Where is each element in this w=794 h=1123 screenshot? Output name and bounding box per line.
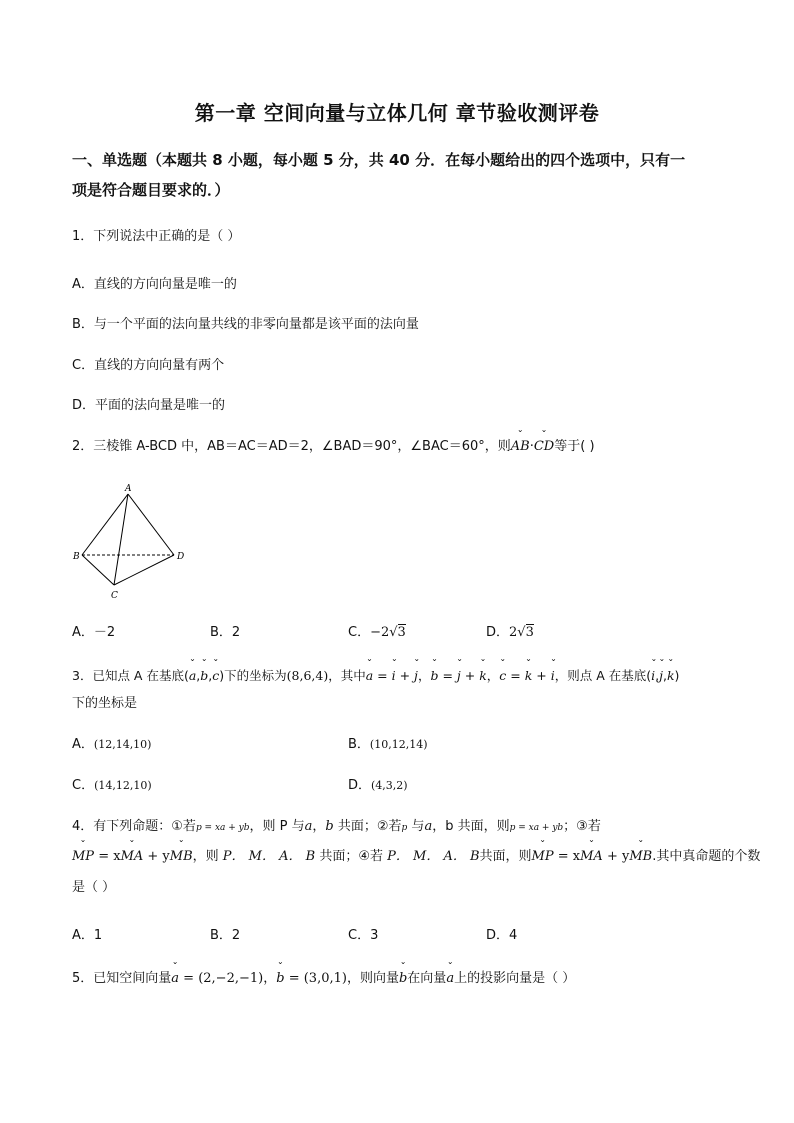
vector-cd: ˇ CD: [534, 437, 554, 457]
question-2-option-a: A．－2: [72, 625, 116, 640]
question-2-option-b: B．2: [210, 625, 241, 640]
vector-ab: ˇ AB: [511, 437, 530, 457]
question-3-option-b: B．(10,12,14): [348, 737, 428, 752]
vertex-label-b: B: [73, 552, 80, 562]
question-1-stem: 1．下列说法中正确的是（ ）: [72, 229, 241, 244]
question-2-option-c: C．−2√3: [348, 625, 406, 640]
question-1-option-d: D．平面的法向量是唯一的: [72, 398, 226, 413]
edge-ac: [114, 494, 128, 585]
edge-ab: [82, 494, 128, 555]
question-3-option-c: C．(14,12,10): [72, 778, 152, 793]
question-1-option-a: A．直线的方向向量是唯一的: [72, 277, 237, 292]
question-5-stem: 5．已知空间向量ˇ a = (2,−2,−1)，ˇ b = (3,0,1)，则向量ˇ b在向量ˇ a上的投影向量是（ ）: [72, 969, 575, 989]
edge-cd: [114, 555, 174, 585]
question-3-option-a: A．(12,14,10): [72, 737, 152, 752]
question-1-option-b: B．与一个平面的法向量共线的非零向量都是该平面的法向量: [72, 317, 419, 332]
question-2-stem: 2．三棱锥 A-BCD 中，AB＝AC＝AD＝2，∠BAD＝90°，∠BAC＝60°，则ˇ AB·ˇ CD等于( ): [72, 437, 595, 457]
question-3-stem-line-2: 下的坐标是: [72, 696, 138, 711]
vertex-label-a: A: [125, 484, 132, 494]
question-4-line-1: 4．有下列命题：①若p = xa + yb，则 P 与a，b 共面；②若p 与a，b 共面，则p = xa + yb；③若: [72, 819, 601, 834]
sqrt-symbol: √: [389, 625, 398, 640]
question-3-option-d: D．(4,3,2): [348, 778, 408, 793]
vertex-label-d: D: [177, 552, 185, 562]
question-4-line-3: 是（ ）: [72, 880, 116, 895]
tetrahedron-figure: [70, 484, 190, 602]
section-heading-line-2: 项是符合题目要求的．）: [72, 181, 230, 199]
sqrt-symbol: √: [517, 625, 526, 640]
question-1-option-c: C．直线的方向向量有两个: [72, 358, 225, 373]
vertex-label-c: C: [111, 591, 118, 601]
question-4-option-c: C．3: [348, 928, 379, 943]
question-4-option-a: A．1: [72, 928, 103, 943]
question-4-option-b: B．2: [210, 928, 241, 943]
question-4-option-d: D．4: [486, 928, 518, 943]
page-title: 第一章 空间向量与立体几何 章节验收测评卷: [194, 101, 600, 125]
question-3-stem: 3．已知点 A 在基底(ˇ a,ˇ b,ˇ c)下的坐标为(8,6,4)，其中ˇ a = ˇ i + ˇ j，ˇ b = ˇ j + ˇ k，ˇ c = ˇ k + ˇ i，则点 A 在基底(ˇ i,ˇ j,ˇ k): [72, 666, 679, 686]
section-heading: [72, 145, 722, 205]
edge-bc: [82, 555, 114, 585]
edge-ad: [128, 494, 174, 555]
question-2-option-d: D．2√3: [486, 625, 534, 640]
section-heading-line-1: 一、单选题（本题共 8 小题，每小题 5 分，共 40 分．在每小题给出的四个选项中，只有一: [72, 151, 686, 169]
question-4-line-2: ˇ MP = xˇ MA + yˇ MB，则 P． M． A． B 共面；④若 P． M． A． B共面，则ˇ MP = xˇ MA + yˇ MB.其中真命题的个数: [72, 847, 760, 867]
